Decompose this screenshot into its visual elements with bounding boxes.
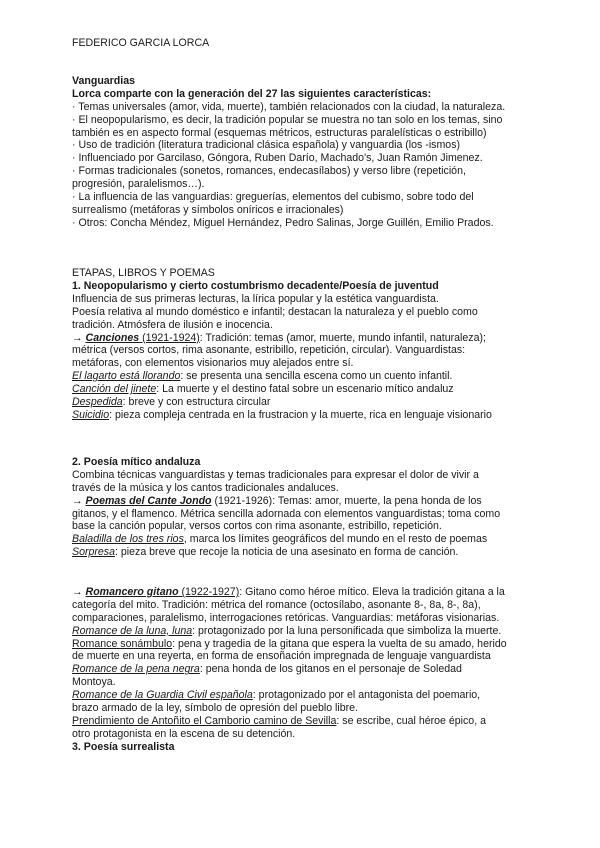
poem-title: Romance de la pena negra <box>72 663 200 676</box>
poem-entry <box>72 370 542 383</box>
section-1-title: 1. Neopopularismo y cierto costumbrismo decadente/Poesía de juventud <box>72 280 439 292</box>
poem-separator: : <box>156 383 160 396</box>
book-description-line: metáforas, con elementos visionarios muy alejados entre sí. <box>72 357 354 370</box>
poem-description: La muerte y el destino fatal sobre un escenario mítico andaluz <box>159 383 454 396</box>
poem-entry <box>72 396 542 409</box>
arrow-right-icon: → <box>72 494 83 507</box>
poem-title: Baladilla de los tres rios <box>72 533 184 546</box>
poem-title: Despedida <box>72 396 123 409</box>
poem-entry <box>72 625 542 638</box>
section-3-title: 3. Poesía surrealista <box>72 740 175 753</box>
book-description: : Gitano como héroe mítico. Eleva la tradición gitana a la <box>239 586 505 598</box>
etapas-heading-block <box>72 267 542 280</box>
book-description-line: base la canción popular, versos cortos con rima asonante, estribillo, repetición. <box>72 520 442 533</box>
section-2 <box>72 456 542 559</box>
vanguardias-subheading: Lorca comparte con la generación del 27 las siguientes características: <box>72 87 432 100</box>
poem-entry <box>72 638 542 651</box>
poem-entry <box>72 689 542 702</box>
poem-description-line: otro protagonista en la escena de su detención. <box>72 727 296 740</box>
poem-description: : pena y tragedia de la gitana que espera la vuelta de su amado, herido <box>172 637 507 650</box>
vanguardias-line: · Uso de tradición (literatura tradicional clásica española) y vanguardia (los -ismos) <box>72 139 461 152</box>
vanguardias-line: · El neopopularismo, es decir, la tradición popular se muestra no tan solo en los temas, sino <box>72 113 503 126</box>
poem-title: Romance de la Guardia Civil española <box>72 689 253 702</box>
poem-title: Suicidio <box>72 408 110 421</box>
vanguardias-line: · La influencia de las vanguardias: greguerías, elementos del cubismo, sobre todo del <box>72 191 474 204</box>
book-description: : Tradición: temas (amor, muerte, mundo infantil, naturaleza); <box>199 331 486 344</box>
poem-title: Romance de la luna, luna <box>72 624 193 637</box>
document-title-block <box>72 37 542 50</box>
poem-entry <box>72 383 542 396</box>
vanguardias-heading: Vanguardias <box>72 75 135 87</box>
poem-entry <box>72 533 542 546</box>
vanguardias-line: · Formas tradicionales (sonetos, romances, endecasílabos) y verso libre (repetición, <box>72 165 466 178</box>
poem-description: : se escribe, cual héroe épico, a <box>336 714 486 727</box>
book-years: (1921-1926) <box>211 494 273 507</box>
poem-title: Prendimiento de Antoñito el Camborio camino de Sevilla <box>72 714 337 727</box>
poem-description-line: brazo armado de la ley, símbolo de opresión del pueblo libre. <box>72 702 359 715</box>
poem-description-line: Montoya. <box>72 676 116 689</box>
poem-title: Sorpresa <box>72 546 115 559</box>
vanguardias-line: surrealismo (metáforas y símbolos oníricos e irracionales) <box>72 203 344 216</box>
poem-description: pieza breve que recoje la noticia de una asesinato en forma de canción. <box>117 546 459 559</box>
vanguardias-line: también es en aspecto formal (esquemas métricos, estructuras paralelísticas o estribillo) <box>72 126 487 139</box>
arrow-right-icon: → <box>72 331 83 344</box>
section-1-intro-line: tradición. Atmósfera de ilusión e inocencia. <box>72 318 273 331</box>
poem-separator: : <box>109 408 113 421</box>
book-description-line: categoría del mito. Tradición: métrica del romance (octosílabo, asonante 8-, 8a, 8-, 8a), <box>72 598 481 611</box>
vanguardias-section <box>72 75 542 230</box>
vanguardias-line: · Temas universales (amor, vida, muerte), también relacionados con la ciudad, la naturaleza. <box>72 100 506 113</box>
poem-description: : protagonizado por el antagonista del poemario, <box>252 689 481 702</box>
poem-entry <box>72 715 542 728</box>
canciones-entry <box>72 332 542 345</box>
book-title-cante-jondo: Poemas del Cante Jondo <box>85 494 212 507</box>
cante-jondo-entry <box>72 495 542 508</box>
poem-separator: : <box>122 396 126 409</box>
poem-description: : pena honda de los gitanos en el personaje de Soledad <box>199 663 462 676</box>
vanguardias-line: · Influenciado por Garcilaso, Góngora, Ruben Darío, Machado's, Juan Ramón Jimenez. <box>72 152 483 165</box>
section-2-intro-line: Combina técnicas vanguardistas y temas tradicionales para expresar el dolor de vivir a <box>72 468 479 481</box>
poem-description: se presenta una sencilla escena como un cuento infantil. <box>183 370 453 383</box>
vanguardias-line: progresión, paralelismos…). <box>72 178 205 191</box>
book-description-line: gitanos, y el flamenco. Métrica sencilla adornada con elementos vanguardistas; toma como <box>72 507 501 520</box>
poem-title: El lagarto está llorando <box>72 370 181 383</box>
book-title-romancero: Romancero gitano <box>85 586 179 598</box>
poem-title: Romance sonámbulo <box>72 637 173 650</box>
poem-separator: : <box>115 546 118 559</box>
etapas-heading: ETAPAS, LIBROS Y POEMAS <box>72 267 215 279</box>
section-1 <box>72 280 542 422</box>
section-2-intro-line: través de la música y los cantos tradicionales andaluces. <box>72 481 339 494</box>
poem-separator: : <box>180 370 184 383</box>
poem-description: breve y con estructura circular <box>125 396 271 409</box>
document-title: FEDERICO GARCIA LORCA <box>72 37 210 49</box>
poem-separator: , <box>183 533 187 546</box>
romancero-entry <box>72 586 542 599</box>
section-1-intro-line: Influencia de sus primeras lecturas, la lírica popular y la estética vanguardista. <box>72 292 439 305</box>
poem-description: pieza compleja centrada en la frustracion y la muerte, rica en lenguaje visionario <box>112 408 492 421</box>
arrow-right-icon: → <box>72 586 83 598</box>
poem-description-line: de muerte en una reyerta, en forma de ensoñación impregnada de lenguaje vanguardista <box>72 650 491 663</box>
romancero-block <box>72 586 542 754</box>
poem-description: marca los límites geográficos del mundo en el resto de poemas <box>186 533 488 546</box>
section-1-intro-line: Poesía relativa al mundo doméstico e infantil; destacan la naturaleza y el pueblo como <box>72 305 478 318</box>
book-years: (1922-1927) <box>178 586 240 598</box>
poem-description: : protagonizado por la luna personificada que simboliza la muerte. <box>192 624 502 637</box>
section-2-title: 2. Poesía mítico andaluza <box>72 456 201 468</box>
poem-entry <box>72 663 542 676</box>
book-description-line: comparaciones, paralelismo, interrogaciones retóricas. Vanguardias: metáforas visionarias. <box>72 611 500 624</box>
vanguardias-line: · Otros: Concha Méndez, Miguel Hernández, Pedro Salinas, Jorge Guillén, Emilio Prados. <box>72 216 494 229</box>
book-description: : Temas: amor, muerte, la pena honda de los <box>272 494 482 507</box>
book-title-canciones: Canciones <box>85 331 140 344</box>
book-description-line: métrica (versos cortos, rima asonante, estribillo, repetición, circular). Vanguardistas: <box>72 344 466 357</box>
poem-title: Canción del jinete <box>72 383 157 396</box>
poem-entry <box>72 546 542 559</box>
book-years: (1921-1924) <box>139 331 200 344</box>
poem-entry <box>72 409 542 422</box>
